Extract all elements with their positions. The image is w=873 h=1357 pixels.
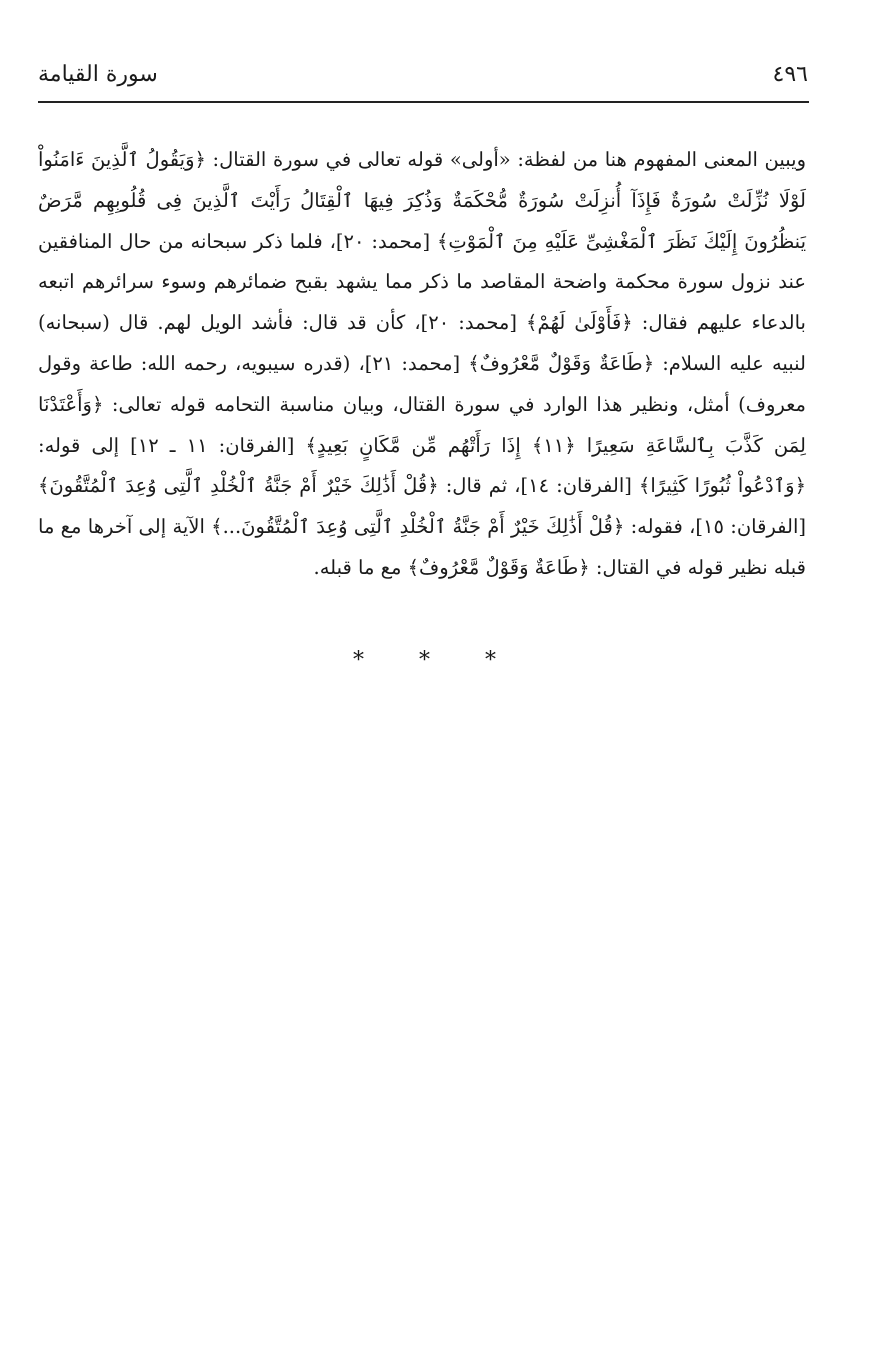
page-number: ٤٩٦: [772, 62, 808, 87]
page-header: [38, 58, 808, 98]
running-title: سورة القيامة: [38, 62, 158, 87]
header-rule: [38, 101, 809, 103]
body-paragraph: ويبين المعنى المفهوم هنا من لفظة: «أولى» قوله تعالى في سورة القتال: ﴿وَيَقُولُ ٱلَّذِينَ ءَامَنُواْ لَوْلَا نُزِّلَتْ سُورَةٌ فَإِذَآ أُنزِلَتْ سُورَةٌ مُّحْكَمَةٌ وَذُكِرَ فِيهَا ٱلْقِتَالُ رَأَيْتَ ٱلَّذِينَ فِى قُلُوبِهِم مَّرَضٌ يَنظُرُونَ إِلَيْكَ نَظَرَ ٱلْمَغْشِىِّ عَلَيْهِ مِنَ ٱلْمَوْتِ﴾ [محمد: ٢٠]، فلما ذكر سبحانه من حال المنافقين عند نزول سورة محكمة واضحة المقاصد ما ذكر مما يشهد بقبح ضمائرهم وسوء سرائرهم اتبعه بالدعاء عليهم فقال: ﴿فَأَوْلَىٰ لَهُمْ﴾ [محمد: ٢٠]، كأن قد قال: فأشد الويل لهم. قال (سبحانه) لنبيه عليه السلام: ﴿طَاعَةٌ وَقَوْلٌ مَّعْرُوفٌ﴾ [محمد: ٢١]، (قدره سيبويه، رحمه الله: طاعة وقول معروف) أمثل، ونظير هذا الوارد في سورة القتال، وبيان مناسبة التحامه قوله تعالى: ﴿وَأَعْتَدْنَا لِمَن كَذَّبَ بِٱلسَّاعَةِ سَعِيرًا ﴿١١﴾ إِذَا رَأَتْهُم مِّن مَّكَانٍ بَعِيدٍ﴾ [الفرقان: ١١ ـ ١٢] إلى قوله: ﴿وَٱدْعُواْ ثُبُورًا كَثِيرًا﴾ [الفرقان: ١٤]، ثم قال: ﴿قُلْ أَذَٰلِكَ خَيْرٌ أَمْ جَنَّةُ ٱلْخُلْدِ ٱلَّتِى وُعِدَ ٱلْمُتَّقُونَ﴾ [الفرقان: ١٥]، فقوله: ﴿قُلْ أَذَٰلِكَ خَيْرٌ أَمْ جَنَّةُ ٱلْخُلْدِ ٱلَّتِى وُعِدَ ٱلْمُتَّقُونَ...﴾ الآية إلى آخرها مع ما قبله نظير قوله في القتال: ﴿طَاعَةٌ وَقَوْلٌ مَّعْرُوفٌ﴾ مع ما قبله.: [38, 148, 806, 579]
section-separator: * * *: [353, 648, 520, 673]
body-text: [38, 140, 806, 589]
